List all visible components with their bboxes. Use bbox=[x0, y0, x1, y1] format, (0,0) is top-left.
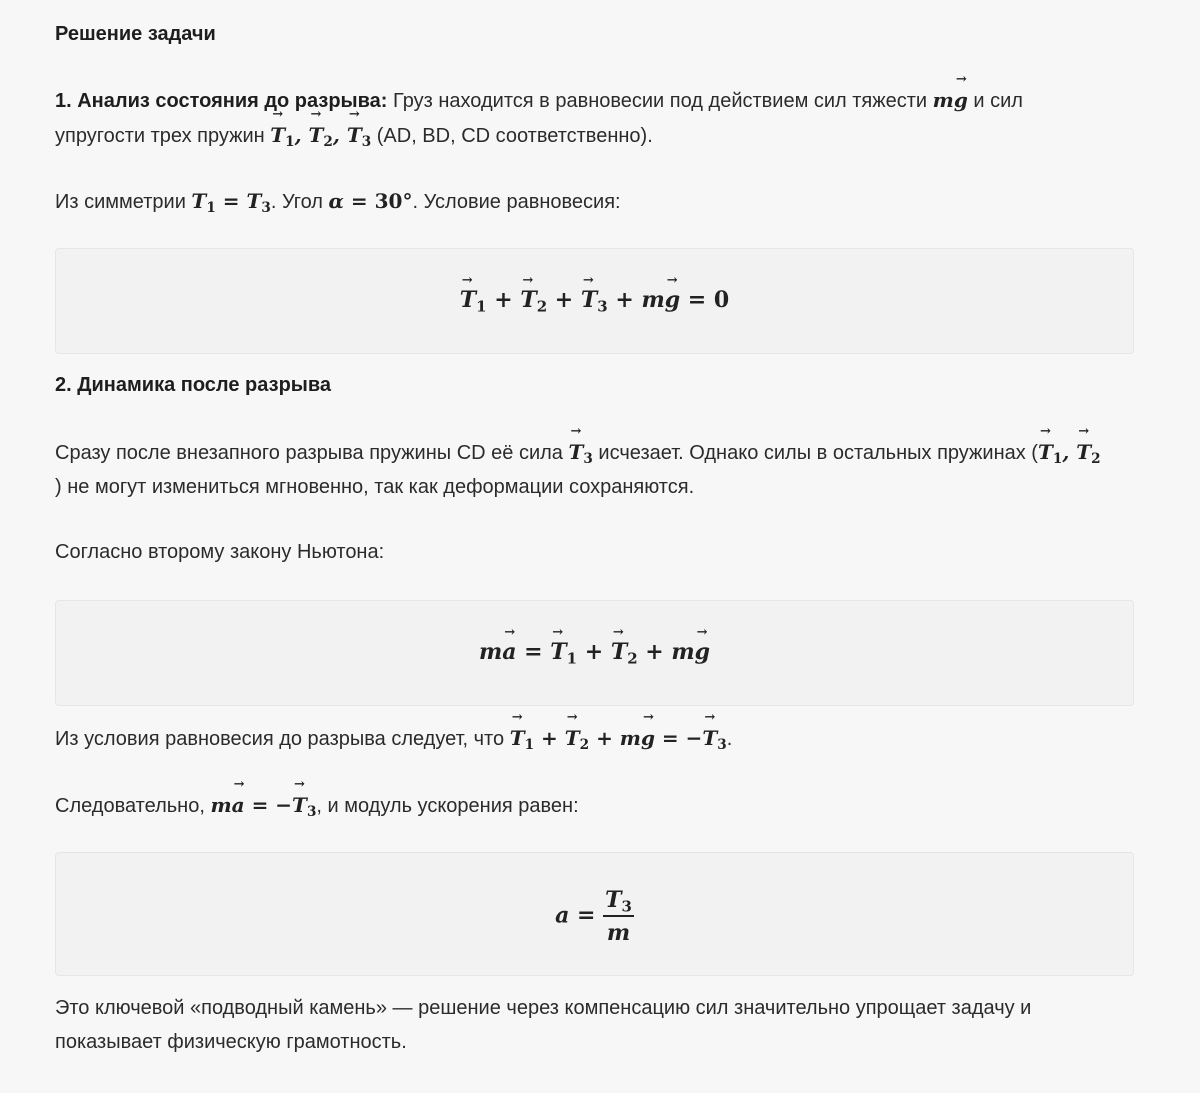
symmetry-line bbox=[55, 187, 621, 216]
math-t1-eq-t3: $T_1 = T_3$ bbox=[191, 189, 271, 217]
math-t3-vec: → $T_3$ bbox=[568, 440, 592, 464]
solution-title: Решение задачи bbox=[55, 23, 216, 45]
section1-text-d: (AD, BD, CD соответственно). bbox=[376, 125, 653, 147]
math-sum-eq-minus-t3: → $T_1$ + → $T_2 + m\to g$ = −→ $T_3$ bbox=[510, 726, 727, 750]
section1-text-c: упругости трех пружин bbox=[55, 125, 265, 147]
math-ma-eq-minus-t3: m→ a = −→ $T_3$ bbox=[210, 793, 316, 817]
sudden-line2: ) не могут измениться мгновенно, так как деформации сохраняются. bbox=[55, 476, 695, 498]
from-text-b: . bbox=[726, 728, 733, 750]
sudden-text-a: Сразу после внезапного разрыва пружины CD её сила bbox=[55, 442, 563, 464]
hence-line bbox=[55, 791, 579, 820]
section1-text-a: Груз находится в равновесии под действием сил тяжести bbox=[393, 90, 928, 112]
final-line1: Это ключевой «подводный камень» — решение через компенсацию сил значительно упрощает задачу и bbox=[55, 997, 1032, 1019]
equilibrium-formula: → $T_1$ + → $T_2$ + → $T_3 + m\to g = 0$ bbox=[56, 287, 1133, 313]
math-t-vectors: → $T_1$, → $T_2$, → $T_3$ bbox=[270, 123, 371, 147]
newton-formula: m→ a = → $T_1$ + → $T_2 + m\to g$ bbox=[56, 639, 1133, 665]
equilibrium-formula-box bbox=[55, 248, 1134, 354]
sudden-line1 bbox=[55, 438, 1101, 467]
section2-heading: 2. Динамика после разрыва bbox=[55, 374, 332, 396]
symmetry-text-b: . Угол bbox=[270, 191, 323, 213]
section1-line2 bbox=[55, 121, 653, 150]
hence-text-a: Следовательно, bbox=[55, 795, 205, 817]
newton-text: Согласно второму закону Ньютона: bbox=[55, 541, 385, 563]
acceleration-formula: a = $\frac{T_3}{m}$ bbox=[555, 887, 632, 946]
section1-line1 bbox=[55, 86, 1023, 115]
from-text-a: Из условия равновесия до разрыва следует, что bbox=[55, 728, 505, 750]
math-alpha: α = 30° bbox=[328, 189, 413, 213]
math-mg-vec: m→ g bbox=[933, 88, 968, 112]
symmetry-text-a: Из симметрии bbox=[55, 191, 186, 213]
symmetry-text-c: . Условие равновесия: bbox=[412, 191, 621, 213]
angle-value: 30° bbox=[374, 189, 413, 213]
newton-formula-box bbox=[55, 600, 1134, 706]
final-line2: показывает физическую грамотность. bbox=[55, 1031, 407, 1053]
section1-heading: 1. Анализ состояния до разрыва: bbox=[55, 90, 388, 112]
fraction: $\frac{T_3}{m}$ bbox=[605, 887, 632, 946]
acceleration-formula-box bbox=[55, 852, 1134, 976]
from-equilibrium-line bbox=[55, 724, 732, 753]
hence-text-b: , и модуль ускорения равен: bbox=[316, 795, 579, 817]
section1-text-b: и сил bbox=[973, 90, 1023, 112]
math-t1-t2-vec: → $T_1$, → $T_2$ bbox=[1038, 440, 1101, 464]
sudden-text-b: исчезает. Однако силы в остальных пружинах ( bbox=[598, 442, 1038, 464]
